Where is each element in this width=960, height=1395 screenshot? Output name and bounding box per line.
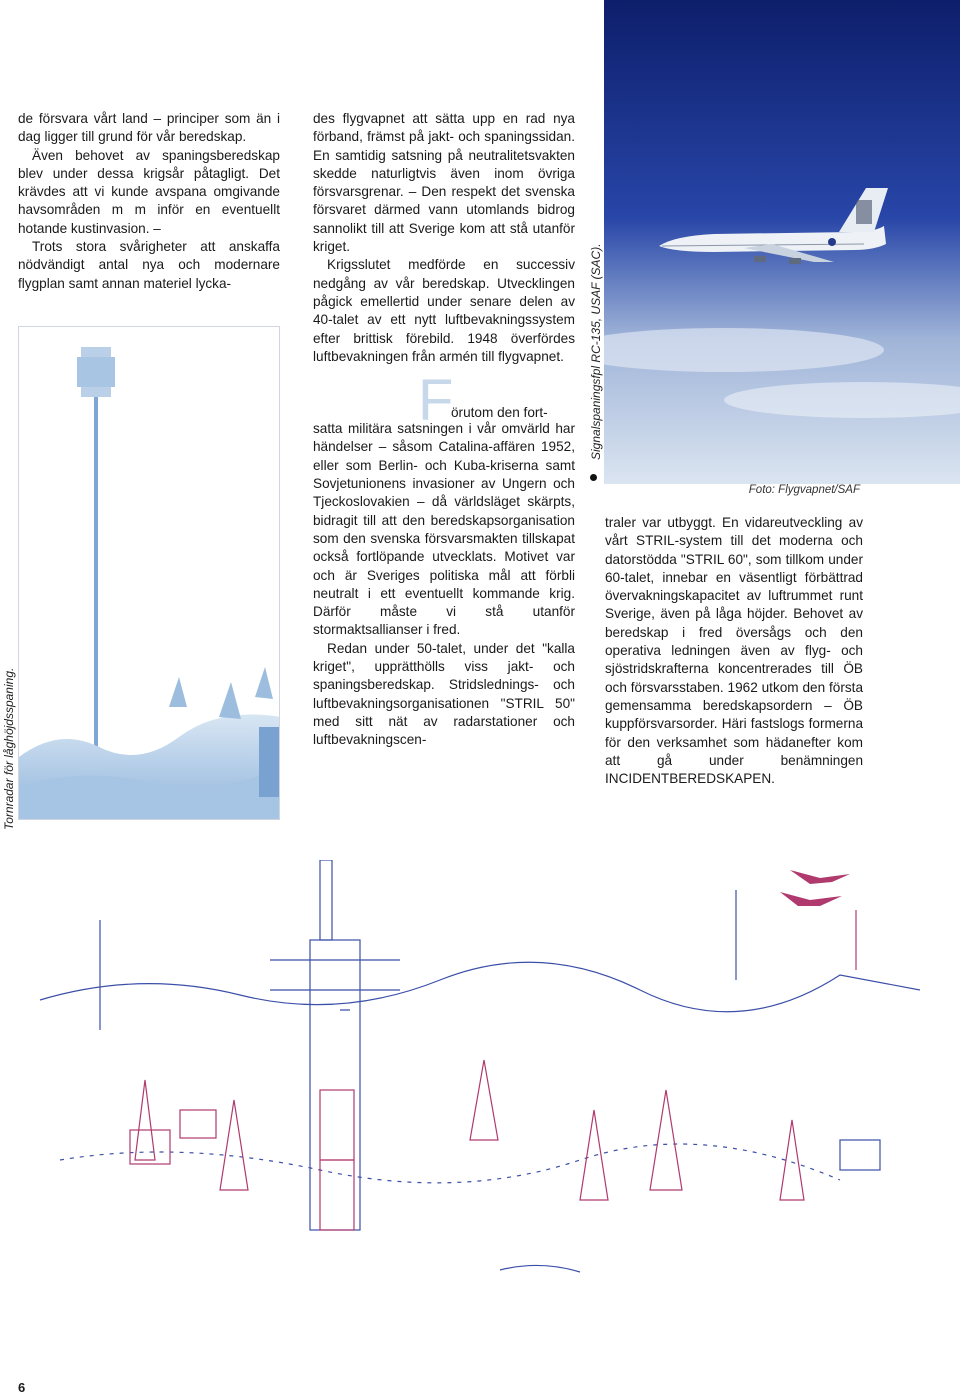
photo-credit: Foto: Flygvapnet/SAF	[748, 484, 860, 496]
dropcap-continuation: örutom den fort-	[451, 405, 548, 421]
paragraph: Även behovet av spaningsberedskap blev under dessa krigsår påtagligt. Det krävdes att vi kunde avspana omgivande havsområden m m inför en eventuellt hotande kustinvasion. –	[18, 147, 280, 236]
paragraph: de försvara vårt land – principer som än i dag ligger till grund för vår beredskap.	[18, 111, 280, 145]
page-number: 6	[18, 1380, 26, 1395]
caption-bullet	[590, 474, 597, 481]
paragraph: des flygvapnet att sätta upp en rad nya förband, främst på jakt- och spaningssidan. En samtidig satsning på neutralitetsvakten skedde naturligtvis även inom övriga försvarsgrenar. – Den respekt det svenska försvaret därmed vann utomlands bidrog sannolikt till att Sverige kom att stå utanför kriget.	[313, 111, 575, 255]
aircraft-photo	[604, 0, 960, 484]
radar-tower-photo	[18, 326, 280, 820]
paragraph: satta militära satsningen i vår omvärld har händelser – såsom Catalina-affären 1952, eller som Berlin- och Kuba-kriserna samt Sovjetunionens invasioner av Ungern och Tjeckoslovakien – då världsläget skärpts, bidragit till att den beredskapsorganisation som den svenska försvarsmakten tillskapat också fortlöpande utvecklats. Motivet var och är Sveriges politiska mål att förbli neutralt i ett eventuellt kommande krig. Därför måste vi stå utanför stormaktsallianser i fred.	[313, 421, 575, 638]
paragraph: Trots stora svårigheter att anskaffa nödvändigt antal nya och modernare flygplan samt annan materiel lycka-	[18, 239, 280, 291]
paragraph: Krigsslutet medförde en successiv nedgång av vår beredskap. Utvecklingen pågick emellertid under senare delen av 40-talet av ett nytt luftbevakningssystem efter brittisk förebild. 1948 överfördes luftbevakningen från armén till flygvapnet.	[313, 257, 575, 364]
aircraft-photo-caption: Signalspaningsfpl RC-135, USAF (SAC).	[589, 243, 603, 460]
text-column-1	[18, 110, 280, 293]
paragraph: Redan under 50-talet, under det "kalla kriget", upprätthölls viss jakt- och spaningsberedskap. Stridslednings- och luftbevakningsorganisationen "STRIL 50" med sitt nät av radarstationer och luftbevakningscen-	[313, 640, 575, 748]
paragraph: traler var utbyggt. En vidareutveckling av vårt STRIL-system till det moderna och datorstödda "STRIL 60", som tillkom under 60-talet, innebar en väsentligt förbättrad övervakningskapacitet av luftrummet runt Sverige, även på låga höjder. Behovet av beredskap i fred översågs och den operativa ledningen även av flyg- och sjöstridskrafterna koncentrerades till ÖB och försvarsstaben. 1962 utkom den första gemensamma beredskapsordern – ÖB kuppförsvarsorder. Häri fastslogs formerna för den verksamhet som hädanefter kom att gå under benämningen INCIDENTBEREDSKAPEN.	[605, 515, 863, 787]
dropcap: F	[418, 368, 454, 434]
text-column-2	[313, 110, 575, 750]
radar-photo-caption: Tornradar för låghöjdsspaning.	[2, 667, 16, 830]
radar-station-illustration	[20, 860, 940, 1300]
dropcap-block	[313, 368, 575, 434]
text-column-3	[605, 514, 863, 788]
